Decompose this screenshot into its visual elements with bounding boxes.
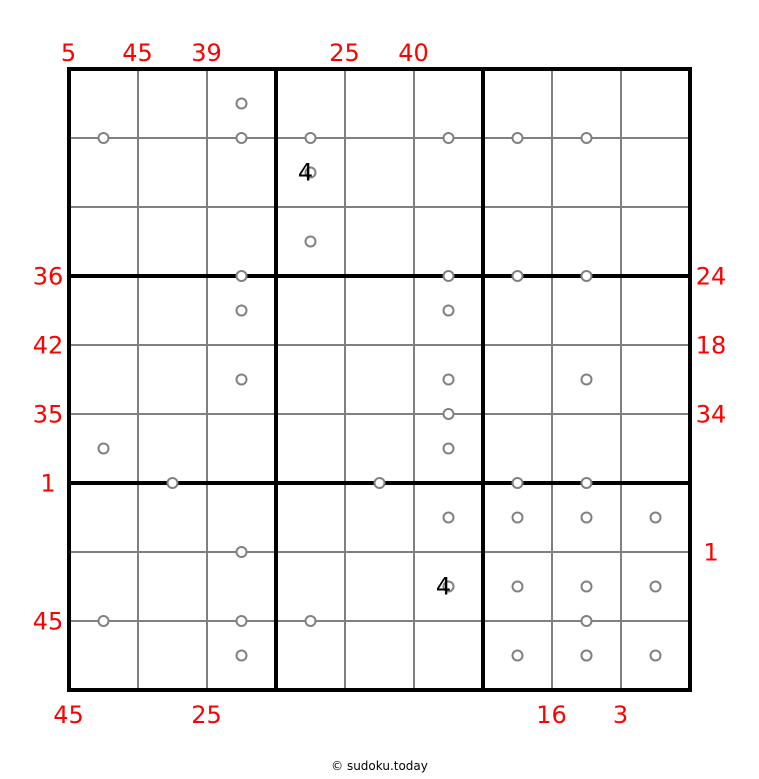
dot-marker [237,651,247,661]
given-digit: 4 [297,158,314,187]
clue-top: 5 [60,39,77,67]
dot-marker [513,133,523,143]
dot-marker [444,306,454,316]
dot-marker [237,375,247,385]
clue-right: 1 [703,538,719,567]
dot-marker [306,133,316,143]
dot-marker [375,478,385,488]
clue-bottom: 16 [536,701,567,729]
dot-marker [306,237,316,247]
copyright-footer: © sudoku.today [331,759,428,773]
dots-layer [99,99,661,661]
dot-marker [237,306,247,316]
dot-marker [168,478,178,488]
dot-marker [513,513,523,523]
dot-marker [651,651,661,661]
dot-marker [99,616,109,626]
dot-marker [444,133,454,143]
dot-marker [651,582,661,592]
clue-bottom: 25 [191,701,222,729]
dot-marker [237,547,247,557]
dot-marker [582,651,592,661]
clue-top: 39 [191,39,222,67]
dot-marker [444,513,454,523]
dot-marker [513,582,523,592]
dot-marker [513,478,523,488]
clue-right: 24 [695,262,727,291]
clue-right: 34 [695,400,727,429]
clue-bottom: 3 [612,701,629,729]
dot-marker [237,616,247,626]
dot-marker [237,271,247,281]
dot-marker [444,409,454,419]
givens-layer [298,159,451,601]
clue-left: 42 [32,331,64,360]
dot-marker [237,133,247,143]
dot-marker [582,271,592,281]
dot-marker [582,582,592,592]
dot-marker [513,271,523,281]
clues-layer [33,39,727,729]
dot-marker [444,375,454,385]
clue-bottom: 45 [53,701,84,729]
dot-marker [651,513,661,523]
dot-marker [582,375,592,385]
clue-left: 1 [40,469,56,498]
dot-marker [513,651,523,661]
clue-left: 35 [32,400,64,429]
dot-marker [582,513,592,523]
dot-marker [582,616,592,626]
grid-lines [67,67,692,692]
clue-left: 36 [32,262,64,291]
clue-left: 45 [32,607,64,636]
dot-marker [582,133,592,143]
clue-top: 40 [398,39,429,67]
dot-marker [99,133,109,143]
dot-marker [99,444,109,454]
given-digit: 4 [435,572,452,601]
dot-marker [237,99,247,109]
clue-top: 25 [329,39,360,67]
dot-marker [306,616,316,626]
dot-marker [582,478,592,488]
clue-right: 18 [695,331,727,360]
clue-top: 45 [122,39,153,67]
dot-marker [444,444,454,454]
dot-marker [444,271,454,281]
